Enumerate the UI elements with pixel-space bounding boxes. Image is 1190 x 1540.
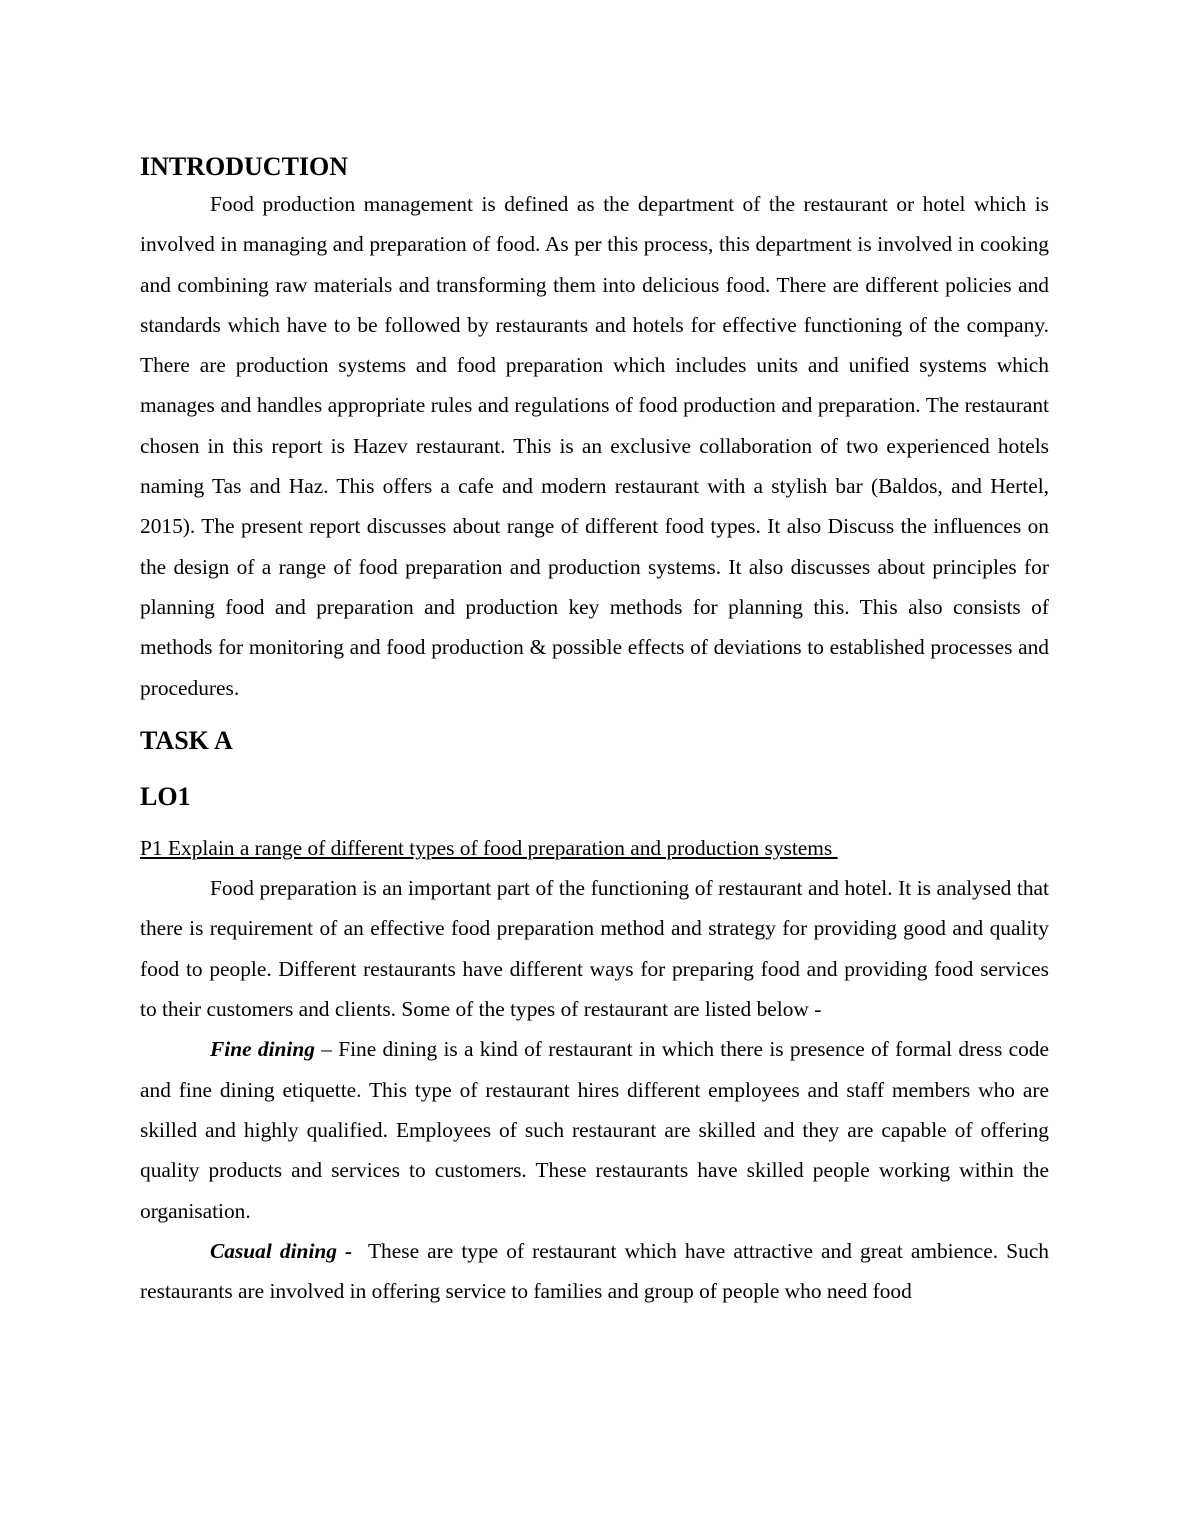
lo1-heading: LO1 <box>140 781 191 811</box>
introduction-paragraph: Food production management is defined as the department of the restaurant or hotel which is involved in managing and preparation of food. As per this process, this department is involved in cooking and combining raw materials and transforming them into delicious food. There are different policies and standards which have to be followed by restaurants and hotels for effective functioning of the company. There are production systems and food preparation which includes units and unified systems which manages and handles appropriate rules and regulations of food production and preparation. The restaurant chosen in this report is Hazev restaurant. This is an exclusive collaboration of two experienced hotels naming Tas and Haz. This offers a cafe and modern restaurant with a stylish bar (Baldos, and Hertel, 2015). The present report discusses about range of different food types. It also Discuss the influences on the design of a range of food preparation and production systems. It also discusses about principles for planning food and preparation and production key methods for planning this. This also consists of methods for monitoring and food production & possible effects of deviations to established processes and procedures. <box>140 192 1049 700</box>
p1-subheading: P1 Explain a range of different types of food preparation and production systems <box>140 835 838 860</box>
fine-dining-term: Fine dining <box>210 1037 315 1062</box>
introduction-heading: INTRODUCTION <box>140 152 349 181</box>
casual-dining-term: Casual dining - <box>210 1238 353 1263</box>
document-page <box>140 150 1049 1311</box>
p1-paragraph: Food preparation is an important part of the functioning of restaurant and hotel. It is analysed that there is requirement of an effective food preparation method and strategy for providing good and quality food to people. Different restaurants have different ways for preparing food and providing food services to their customers and clients. Some of the types of restaurant are listed below - <box>140 876 1049 1022</box>
fine-dining-text: Fine dining is a kind of restaurant in which there is presence of formal dress code and fine dining etiquette. This type of restaurant hires different employees and staff members who are skilled and highly qualified. Employees of such restaurant are skilled and they are capable of offering quality products and services to customers. These restaurants have skilled people working within the organisation. <box>140 1037 1049 1223</box>
casual-dining-paragraph <box>140 1231 1049 1312</box>
casual-dining-separator <box>352 1239 368 1263</box>
fine-dining-separator: – <box>314 1037 339 1062</box>
casual-dining-text: These are type of restaurant which have attractive and great ambience. Such restaurants are involved in offering service to families and group of people who need food <box>140 1238 1050 1304</box>
task-a-heading: TASK A <box>140 725 233 755</box>
fine-dining-paragraph <box>140 1029 1049 1230</box>
